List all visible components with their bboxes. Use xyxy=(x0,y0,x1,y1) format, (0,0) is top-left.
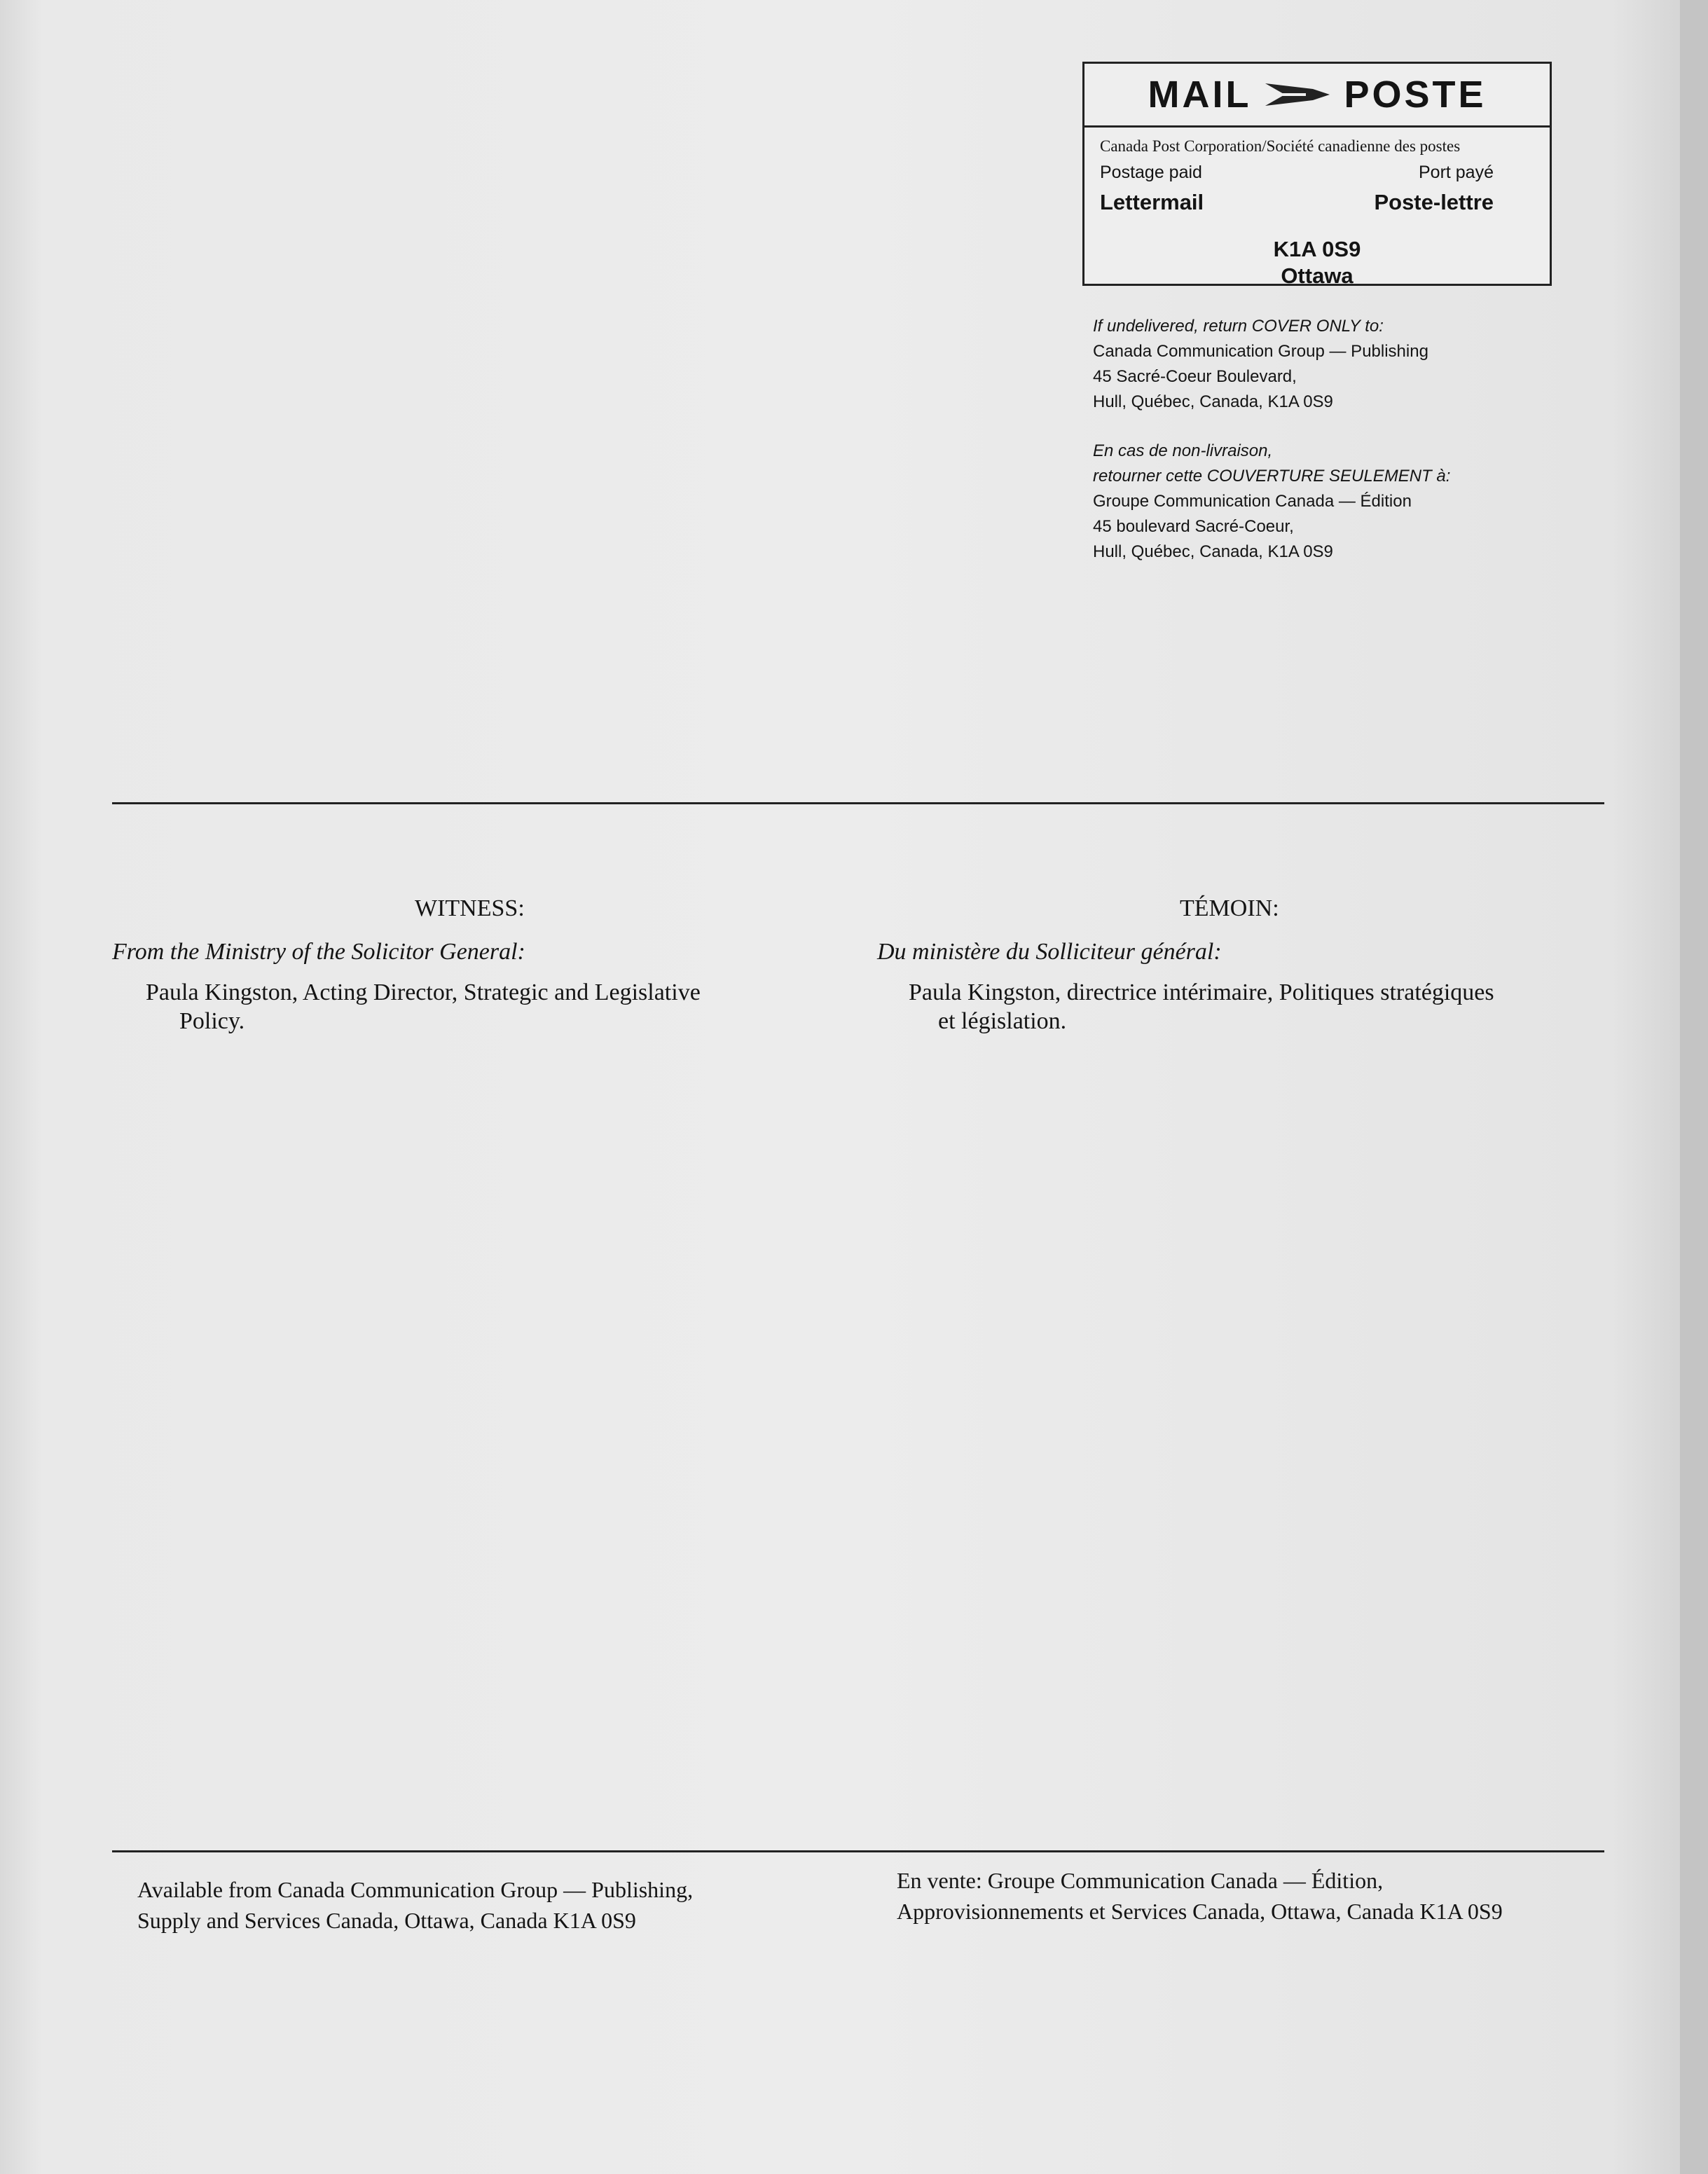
return-heading-fr-1: En cas de non-livraison, xyxy=(1093,441,1273,460)
return-address-block xyxy=(1093,314,1583,565)
postage-paid-fr: Port payé xyxy=(1418,163,1494,182)
return-heading-fr-2: retourner cette COUVERTURE SEULEMENT à: xyxy=(1093,467,1451,486)
availability-en-line1: Available from Canada Communication Group — Publishing, xyxy=(137,1877,694,1902)
witness-person-fr xyxy=(909,978,1637,1036)
return-en-line2: 45 Sacré-Coeur Boulevard, xyxy=(1093,367,1297,386)
department-fr: Du ministère du Solliciteur général: xyxy=(877,939,1222,965)
return-heading-en: If undelivered, return COVER ONLY to: xyxy=(1093,317,1384,336)
permit-location xyxy=(1084,236,1550,289)
availability-fr-line1: En vente: Groupe Communication Canada — Édition, xyxy=(897,1868,1384,1893)
mail-arrow-icon xyxy=(1264,79,1331,110)
witness-person-fr-line1: Paula Kingston, directrice intérimaire, Politiques stratégiques xyxy=(909,979,1494,1005)
bottom-divider xyxy=(112,1850,1604,1852)
postal-code: K1A 0S9 xyxy=(1273,237,1361,261)
witness-person-en-line1: Paula Kingston, Acting Director, Strategic and Legislative xyxy=(146,979,701,1005)
mail-label: MAIL xyxy=(1148,74,1252,116)
witness-heading-en: WITNESS: xyxy=(415,895,525,921)
availability-en xyxy=(137,1874,693,1936)
mail-class-fr: Poste-lettre xyxy=(1374,190,1494,214)
return-fr-line3: Hull, Québec, Canada, K1A 0S9 xyxy=(1093,542,1333,561)
postage-indicia-box xyxy=(1082,62,1552,286)
binding-spine xyxy=(1680,0,1708,2174)
postage-paid-en: Postage paid xyxy=(1100,163,1202,182)
mail-class-row xyxy=(1084,190,1550,215)
mail-class-en: Lettermail xyxy=(1100,190,1204,214)
top-divider xyxy=(112,802,1604,804)
postage-paid-row xyxy=(1084,163,1550,183)
availability-fr xyxy=(897,1865,1503,1927)
department-en: From the Ministry of the Solicitor General: xyxy=(112,939,525,965)
witness-person-en xyxy=(146,978,874,1036)
availability-en-line2: Supply and Services Canada, Ottawa, Canada K1A 0S9 xyxy=(137,1908,636,1933)
return-fr-line2: 45 boulevard Sacré-Coeur, xyxy=(1093,517,1294,536)
availability-fr-line2: Approvisionnements et Services Canada, Ottawa, Canada K1A 0S9 xyxy=(897,1899,1503,1924)
witness-heading-fr: TÉMOIN: xyxy=(1180,895,1279,921)
poste-label: POSTE xyxy=(1344,74,1487,116)
return-en-line1: Canada Communication Group — Publishing xyxy=(1093,342,1428,361)
return-fr-line1: Groupe Communication Canada — Édition xyxy=(1093,492,1412,511)
return-en-line3: Hull, Québec, Canada, K1A 0S9 xyxy=(1093,392,1333,411)
witness-person-fr-line2: et législation. xyxy=(938,1008,1067,1034)
corporation-name: Canada Post Corporation/Société canadienne des postes xyxy=(1100,137,1461,155)
mail-poste-logo xyxy=(1084,64,1550,128)
city: Ottawa xyxy=(1281,263,1354,288)
witness-person-en-line2: Policy. xyxy=(179,1008,245,1034)
